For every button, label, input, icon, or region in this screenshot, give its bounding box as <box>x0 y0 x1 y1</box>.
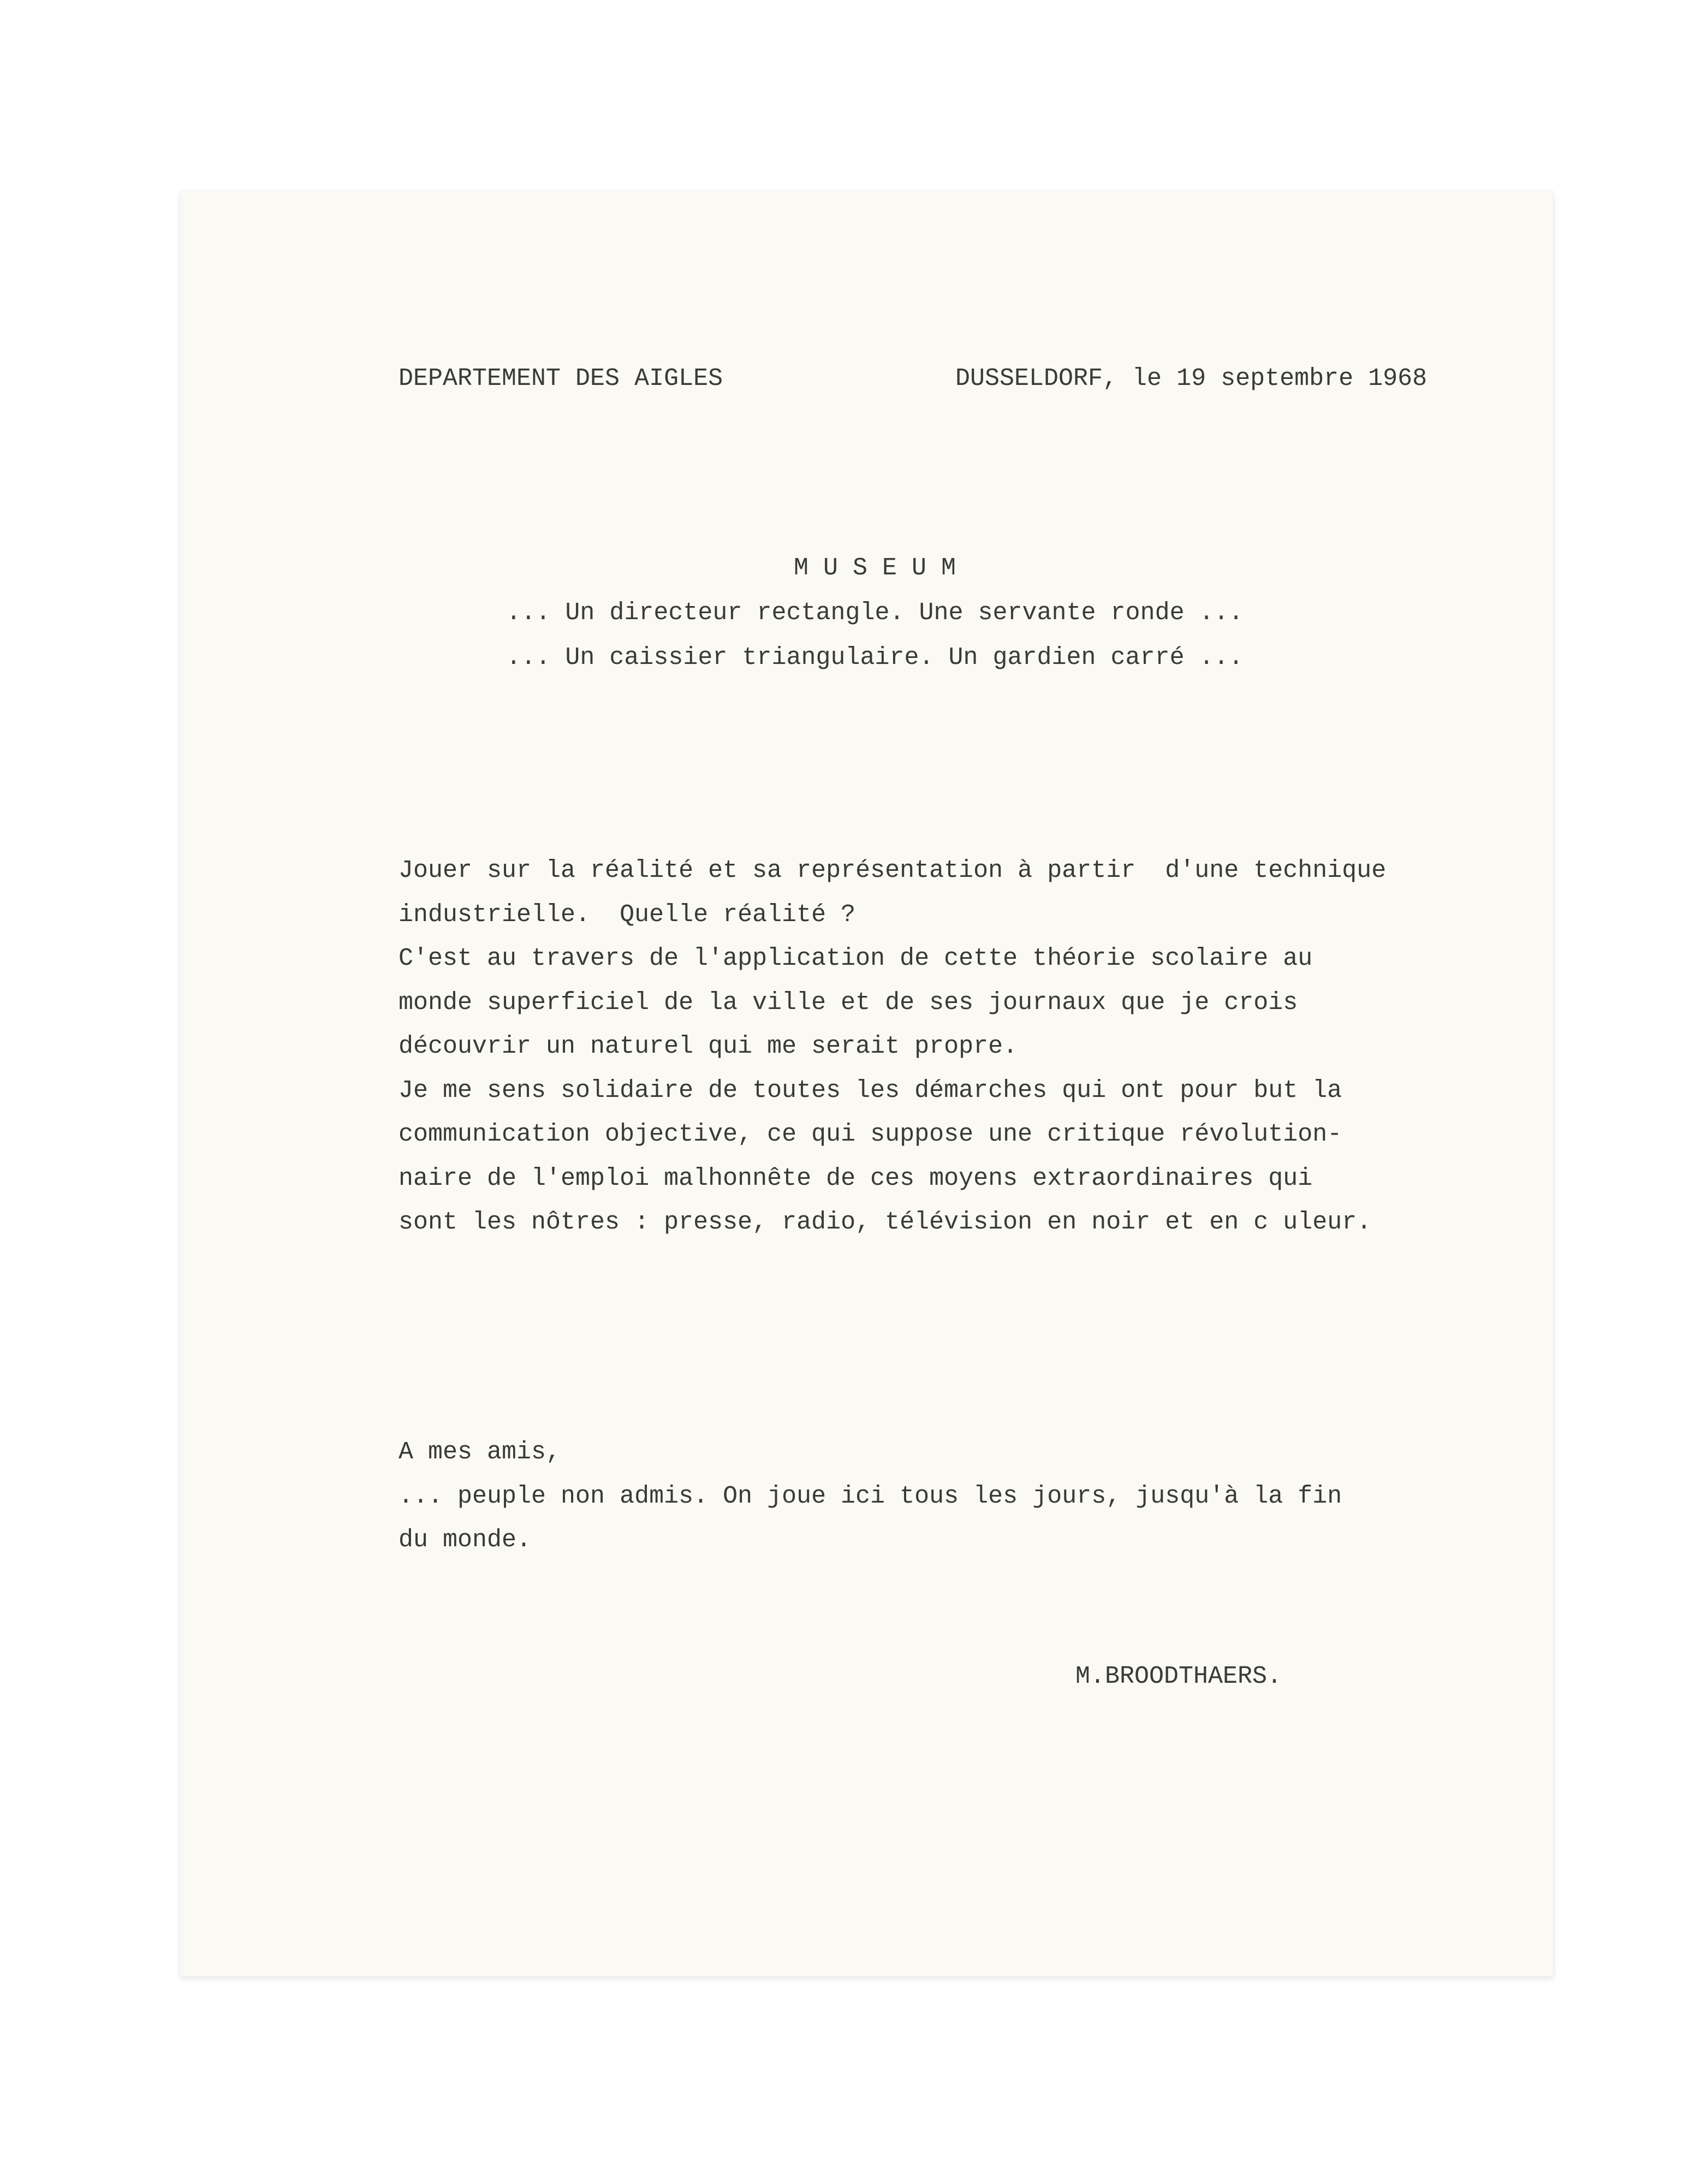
body-line: Jouer sur la réalité et sa représentation à partir d'une technique <box>399 857 1387 885</box>
body-line: naire de l'emploi malhonnête de ces moyens extraordinaires qui <box>399 1164 1313 1192</box>
letterhead-department: DEPARTEMENT DES AIGLES <box>399 365 723 393</box>
letter-closing <box>399 1431 1342 1563</box>
closing-line: du monde. <box>399 1526 532 1554</box>
subtitle-line: ... Un caissier triangulaire. Un gardien carré ... <box>506 644 1244 672</box>
title-block <box>180 546 1553 680</box>
body-line: industrielle. Quelle réalité ? <box>399 900 856 929</box>
letter-body <box>399 849 1386 1245</box>
typewritten-letter-sheet <box>180 191 1553 1977</box>
body-line: monde superficiel de la ville et de ses journaux que je crois <box>399 988 1298 1017</box>
body-line: découvrir un naturel qui me serait propre. <box>399 1032 1018 1060</box>
closing-line: A mes amis, <box>399 1438 561 1466</box>
body-line: Je me sens solidaire de toutes les démarches qui ont pour but la <box>399 1076 1342 1105</box>
body-line: sont les nôtres : presse, radio, télévision en noir et en c uleur. <box>399 1208 1372 1236</box>
subtitle-line: ... Un directeur rectangle. Une servante ronde ... <box>506 599 1244 627</box>
closing-line: ... peuple non admis. On joue ici tous les jours, jusqu'à la fin <box>399 1482 1342 1510</box>
body-line: C'est au travers de l'application de cette théorie scolaire au <box>399 945 1313 972</box>
signature: M.BROODTHAERS. <box>1075 1663 1282 1690</box>
body-line: communication objective, ce qui suppose une critique révolution- <box>399 1120 1342 1148</box>
letter-title: M U S E U M <box>793 554 956 582</box>
letter-date-place: DUSSELDORF, le 19 septembre 1968 <box>955 365 1428 393</box>
